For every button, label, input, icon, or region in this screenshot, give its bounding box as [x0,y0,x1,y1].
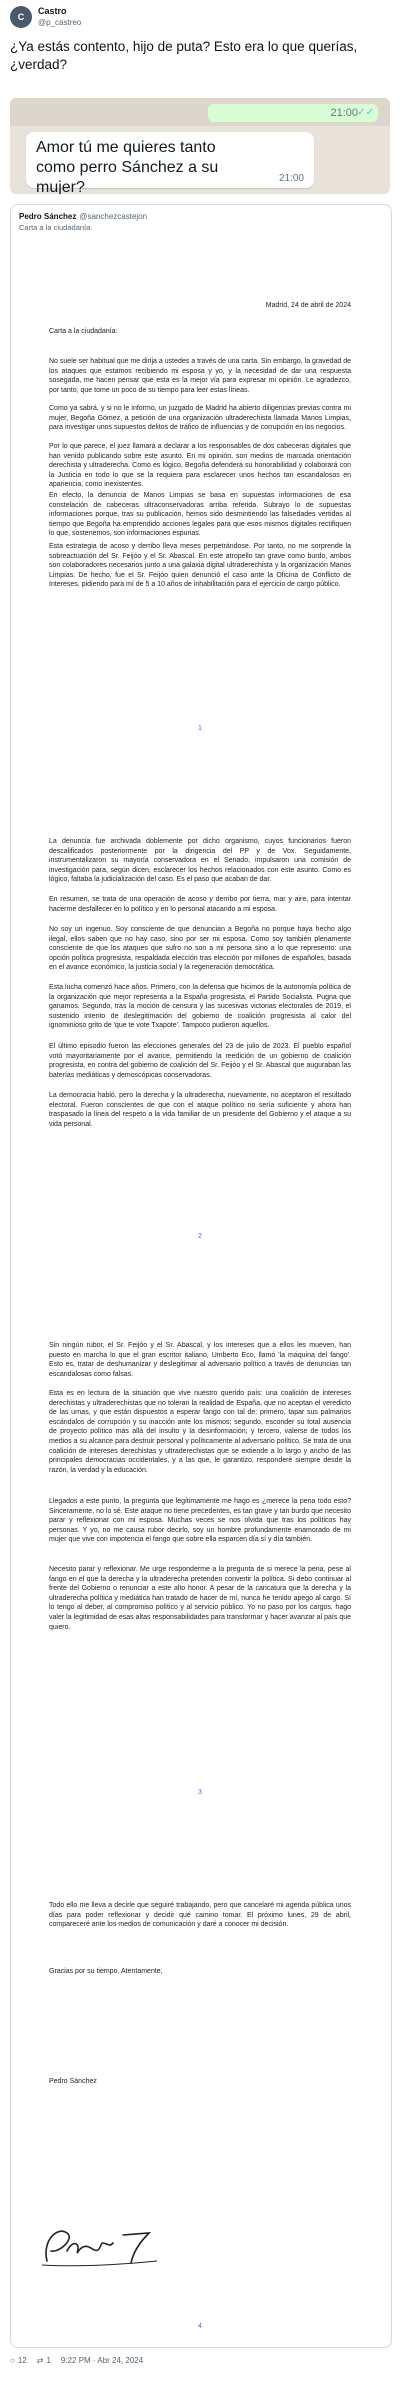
quoted-subtitle: Carta a la ciudadanía. [19,223,93,232]
page-number: 1 [198,725,202,732]
handwritten-signature [37,2221,167,2271]
author-handle[interactable]: @p_castreo [38,18,82,27]
letter-page-3 [21,1253,379,1813]
page-number: 2 [198,1233,202,1240]
repost-button[interactable] [37,2356,51,2365]
chat-screenshot[interactable] [10,98,390,194]
timestamp[interactable]: 9:22 PM · Abr 24, 2024 [60,2356,144,2365]
tweet-header [10,6,81,28]
tweet-text: ¿Ya estás contento, hijo de puta? Esto era lo que querías, ¿verdad? [10,39,358,72]
letter-signer: Pedro Sánchez [49,2078,97,2085]
reply-count: 12 [17,2356,27,2365]
quoted-post[interactable] [10,204,392,2348]
letter-paragraph: La democracia habló, pero la derecha y la ultraderecha, nuevamente, no aceptaron el resultado electoral. Fueron conscientes de que con el ataque político no sería suficiente y ahora han traspasado la línea del respeto a la vida familiar de un presidente del Gobierno y el ataque a su vida personal. [49,1092,351,1128]
letter-paragraph: La denuncia fue archivada doblemente por dicho organismo, cuyos funcionarios fueron descalificados posteriormente por la dirigencia del PP y de Vox. Seguidamente, instrumentalizaron su mayoría conservadora en el Senado, impulsaron una comisión de investigación para, según dicen, esclarecer los hechos relacionados con este asunto. Como es lógico, faltaba la judicialización del caso. Es el paso que acaban de dar. [49,838,351,884]
letter-paragraph: Llegados a este punto, la pregunta que legítimamente me hago es ¿merece la pena todo esto? Sinceramente, no lo sé. Este ataque no tiene precedentes, es tan grave y tan burdo que necesito parar y reflexionar con mi esposa. Muchas veces se nos olvida que tras los políticos hay personas. Y yo, no me causa rubor decirlo, soy un hombre profundamente enamorado de mi mujer que vive con impotencia el fango que sobre ella esparcen día sí y día también. [49,1498,351,1544]
author-name[interactable]: Castro [38,6,67,16]
letter-paragraph: Sin ningún rubor, el Sr. Feijóo y el Sr. Abascal, y los intereses que a ellos les mueven, han puesto en marcha lo que el gran escritor italiano, Umberto Eco, llamó 'la máquina del fango'. Esto es, tratar de deshumanizar y deslegitimar al adversario político a través de denuncias tan escandalosas como falsas. [49,1342,351,1378]
letter-paragraph: En resumen, se trata de una operación de acoso y derribo por tierra, mar y aire, para intentar hacerme desfallecer en lo político y en lo personal atacando a mi esposa. [49,896,351,913]
letter-page-1 [21,237,379,737]
reply-icon: ○ [10,2356,15,2365]
letter-paragraph: Todo ello me lleva a decirle que seguiré trabajando, pero que cancelaré mi agenda pública unos días para poder reflexionar y decidir qué camino tomar. El próximo lunes, 29 de abril, compareceré ante los medios de comunicación y daré a conocer mi decisión. [49,1902,351,1929]
page-number: 3 [198,1789,202,1796]
letter-paragraph: Esta es en lectura de la situación que vive nuestro querido país: una coalición de intereses derechistas y ultraderechistas que no toleran la realidad de España, que no aceptan el veredicto de las urnas, y que están dispuestos a esperar fango con tal de: primero, tapar sus palmarios escándalos de corrupción y su inacción ante los mismos; segundo, esconder su total ausencia de proyecto político más allá del insulto y la desinformación; y tercero, valerse de todos los medios a su alcance para destruir personal y políticamente al adversario político. Se trata de una coalición de intereses derechistas y ultraderechistas que se extiende a lo largo y ancho de las principales democracias occidentales, y a las que, le garantizo, responderé siempre desde la razón, la verdad y la educación. [49,1390,351,1474]
letter-paragraph: En efecto, la denuncia de Manos Limpias se basa en supuestas informaciones de esa constelación de cabeceras ultraconservadoras arriba referida. Subrayo lo de supuestas informaciones porque, tras su publicación, hemos sido desmintiendo las falsedades vertidas al tiempo que Begoña ha emprendido acciones legales para que esos mismos digitales rectifiquen lo que, sostenemos, son informaciones espurias. [49,492,351,538]
received-bubble [26,132,314,194]
letter-paragraph: Esta lucha comenzó hace años. Primero, con la defensa que hicimos de la autonomía política de la organización que mejor representa a la España progresista, el Partido Socialista. Pugna que ganamos. Segundo, tras la moción de censura y las sucesivas victorias electorales de 2019, el sostenido intento de deslegitimación del gobierno de coalición progresista al calor del ignominioso grito de 'que te vote Txapote'. Tampoco pudieron aquellos. [49,984,351,1030]
sent-bubble [208,104,378,122]
letter-paragraph: Necesito parar y reflexionar. Me urge responderme a la pregunta de si merece la pena, pese al fango en el que la derecha y la ultraderecha pretenden convertir la política. Si debo continuar al frente del Gobierno o renunciar a este alto honor. A pesar de la caricatura que la derecha y la ultraderecha política y mediática han tratado de hacer de mí, nunca he tenido apego al cargo. Sí lo tengo al deber, al compromiso político y al servicio público. Yo no paso por los cargos, hago valer la legitimidad de esas altas responsabilidades para transformar y hacer avanzar al país que quiero. [49,1566,351,1631]
double-check-icon: ✓✓ [357,107,374,118]
received-time: 21:00 [278,173,304,184]
letter-closing: Gracias por su tiempo. Atentamente, [49,1968,163,1975]
letter-paragraph: No suele ser habitual que me dirija a ustedes a través de una carta. Sin embargo, la gravedad de los ataques que estamos recibiendo mi esposa y yo, y la necesidad de dar una respuesta sosegada, me hacen pensar que esta es la mejor vía para expresar mi opinión. Le agradezco, por tanto, que tome un poco de su tiempo para leer estas líneas. [49,358,351,394]
tweet-footer [10,2356,143,2365]
letter-paragraph: Por lo que parece, el juez llamará a declarar a los responsables de dos cabeceras digitales que han venido publicando sobre este asunto. En mi opinión, son medios de marcada orientación derechista y ultraderecha. Como es lógico, Begoña defenderá su honorabilidad y colaborará con la Justicia en todo lo que se la requiera para esclarecer unos hechos tan escandalosos en apariencia, como inexistentes. [49,443,351,489]
avatar[interactable]: C [10,6,32,28]
letter-paragraph: Como ya sabrá, y si no le informo, un juzgado de Madrid ha abierto diligencias previas contra mi mujer, Begoña Gómez, a petición de una organización ultraderechista llamada Manos Limpias, para investigar unos supuestos delitos de tráfico de influencias y de corrupción en los negocios. [49,405,351,432]
repost-icon: ⇄ [36,2356,44,2365]
quoted-author-name[interactable]: Pedro Sánchez [19,212,77,221]
letter-date: Madrid, 24 de abril de 2024 [265,302,351,309]
letter-paragraph: No soy un ingenuo. Soy consciente de que denuncian a Begoña no porque haya hecho algo ilegal, ellos saben que no hay caso, sino por ser mi esposa. Como soy también plenamente consciente de que los ataques que sufro no son a mi persona sino a lo que represento: una opción política progresista, respaldada elección tras elección por millones de españoles, basada en el avance económico, la justicia social y la regeneración democrática. [49,926,351,972]
repost-count: 1 [46,2356,51,2365]
letter-page-2 [21,745,379,1245]
letter-salutation: Carta a la ciudadanía: [49,328,118,335]
reply-button[interactable] [10,2356,27,2365]
page-number: 4 [198,2323,202,2330]
letter-paragraph: El último episodio fueron las elecciones generales del 23 de julio de 2023. El pueblo español votó mayoritariamente por el avance, permitiendo la reedición de un gobierno de coalición progresista, en contra del gobierno de coalición del Sr. Feijóo y el Sr. Abascal que auguraban las baterías mediáticas y demoscópicas conservadoras. [49,1043,351,1079]
sent-time: 21:00 [330,107,358,119]
received-message: Amor tú me quieres tanto como perro Sánchez a su mujer? [36,139,219,194]
letter-paragraph: Esta estrategia de acoso y derribo lleva meses perpetrándose. Por tanto, no me sorprende la sobreactuación del Sr. Feijóo y el Sr. Abascal. En este atropello tan grave como burdo, ambos son colaboradores necesarios junto a una galaxia digital ultraderechista y la organización Manos Limpias. De hecho, fue el Sr. Feijóo quien denunció el caso ante la Oficina de Conflicto de Intereses, pidiendo para mí de 5 a 10 años de inhabilitación para el ejercicio de cargo público. [49,543,351,589]
quoted-author-handle[interactable]: @sanchezcastejon [79,212,148,221]
